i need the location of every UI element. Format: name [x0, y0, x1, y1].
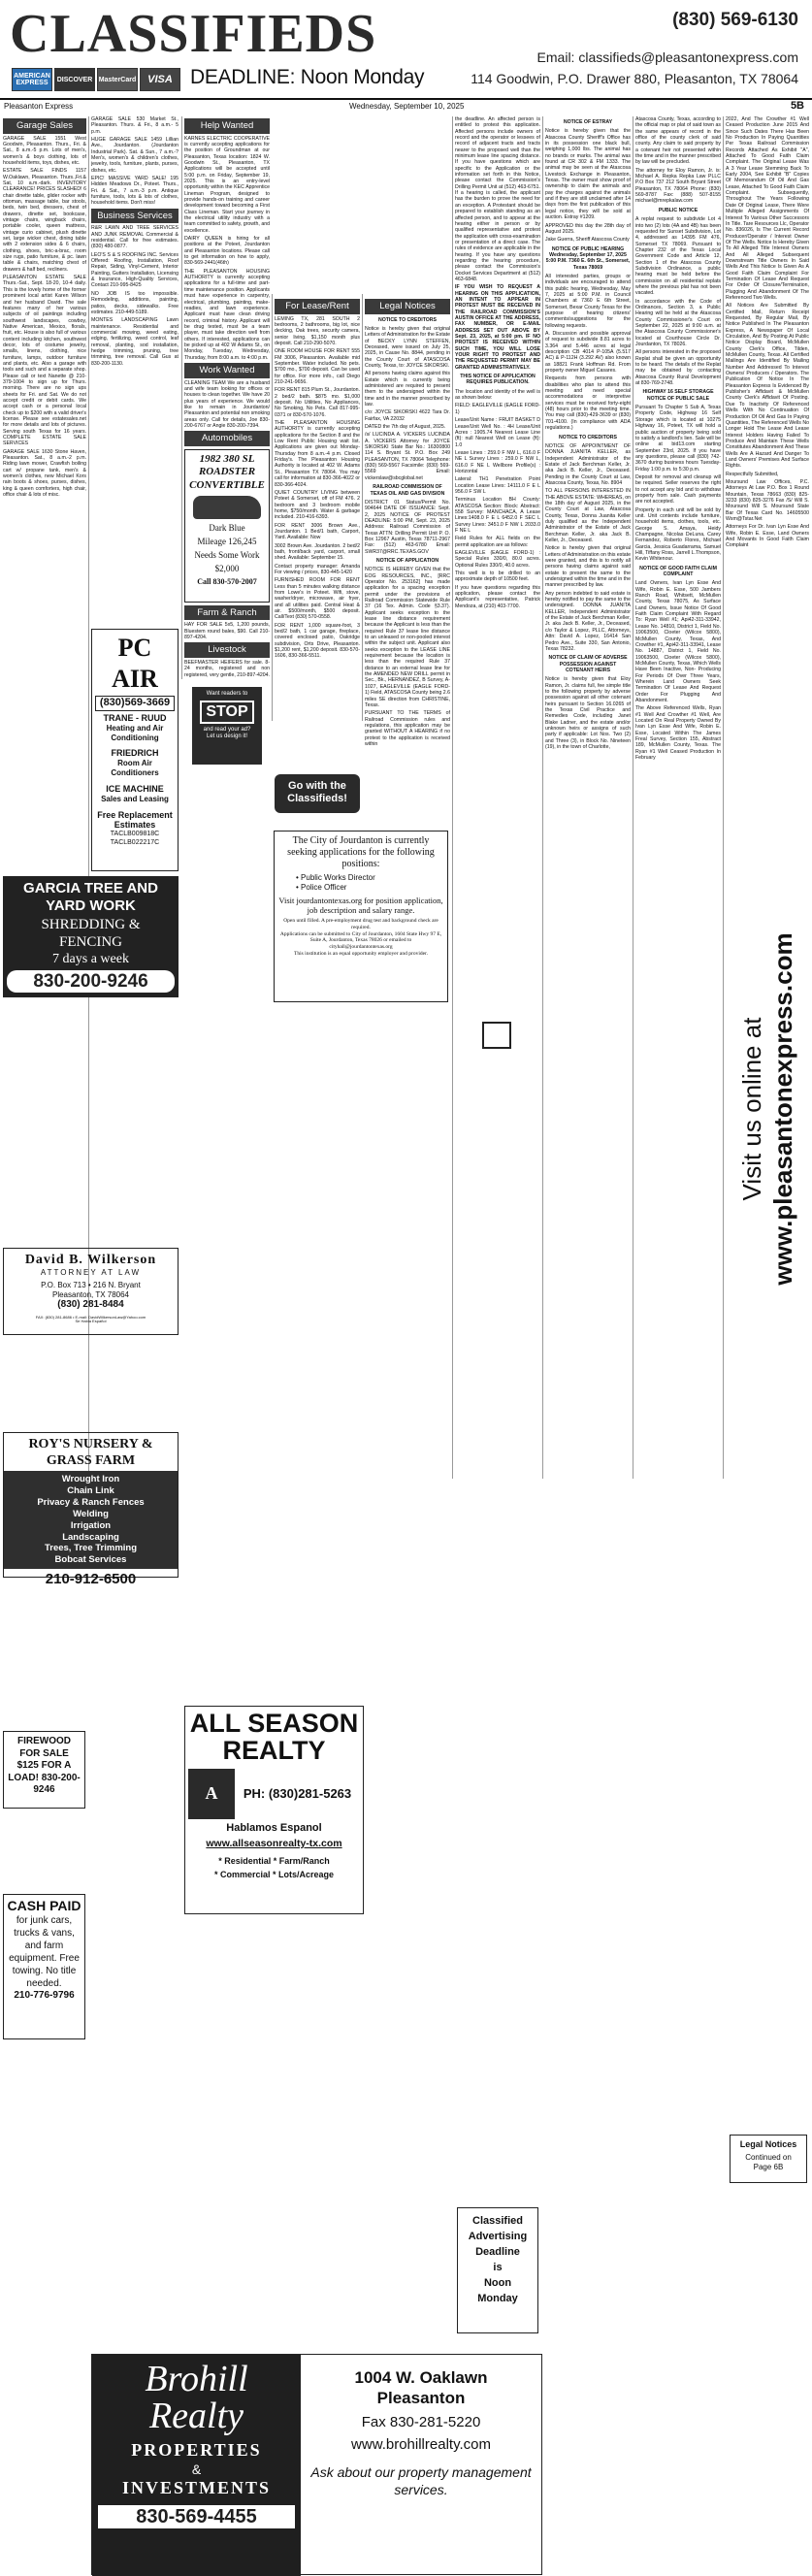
column-7	[545, 116, 631, 1475]
notice-text: APPROVED this day the 28th day of August 2025.	[545, 222, 631, 235]
ad-text: Applications can be submitted to City of Jourdanton, 1604 State Hwy 97 E, Suite A, Jourdanton, Texas 78026 or emailed to cityhall@jourdantontexas.org	[279, 930, 442, 951]
notice-text: In accordance with the Code of Ordinances, Section 3, a Public Hearing will be held at the Atascosa County Commissioner's Court on September 22, 2025 at 9:00 a.m. at the Atascosa County Commissioner's located at Courthouse Circle Dr. Jourdanton, TX 78026.	[635, 298, 721, 348]
notice-text: 2022, And The Crowther #1 Well Ceased Production June 2015 And Since Such Dates There Has Been No Production In Paying Quantities Per Texas Railroad Commission Records Attached As Exhibit "A", Attached To Good Faith Claim Complaint. The Original Lease Was A 3 Year Lease Stemming Back To Early 2004, See Exhibit "B" Copies Of Memorandum Of Oil And Gas Lease, Attached To Good Faith Claim Complaint. Subsequently, Throughout The Years Following Date Of Original Lease, There Were Multiple Alleged Assignments Of Interest To Various Other Successors In Title. Tare Resources Llc, Operator No. 836026, Is The Current Record Producer/Operator / Interest Owner Of The Wells. Notice Is Hereby Given To All Alleged Title Interest Owners And All Alleged Subsequent Downstream Title Owners In Said Wells And This Notice Is Given As A Good Faith Claim Complaint For Termination Of Lease And Request For Order Of Closure/Termination, Plugging And Abandonment Of The Referenced Two Wells.	[726, 116, 810, 301]
notice-text: Lease Lines : 259.0 F NW L, 616.0 F NE L Survey Lines : 259.0 F NW L, 616.0 F NE L Wellbore Profile(s) : Horizontal	[455, 449, 540, 474]
notice-text: Property in each unit will be sold by unit. Unit contents include furniture, household items, clothes, tools, etc. George S. Amaya, Heidy Champagne, Nicolas DeLuna, Carey Fernandez, Roberto Flores, Michael Garcia, Jessica Guadarrama, Samuel Hill, Tiffany Ross, Jarrell L.Thompson, Kevin Whitenour.	[635, 506, 721, 563]
ad-text: Legal Notices	[739, 2139, 797, 2149]
listing: HAY FOR SALE 5x5, 1,200 pounds, Bluestem round bales, $90. Call 210-897-4204.	[184, 622, 270, 641]
roys-services	[4, 1471, 178, 1569]
ad-text: Mileage 126,245	[197, 537, 257, 547]
listing: GARAGE SALE 1630 Stone Haven, Pleasanton. Sat., 8 a.m.-2 p.m. Riding lawn mower, Crawfish boiling cart w/ propane tank, men's & women's clothes, new Michael Kors rain boots & shoes, purses, dishes, king & queen comforters, high chair, office chair & lots of misc.	[3, 448, 86, 499]
go-classifieds-ad: Go with the Classifieds!	[275, 774, 360, 813]
ad-text: REALTY	[222, 1736, 326, 1766]
notice-text: Lease/Unit Name : FRUIT BASKET D Lease/Unit Well No. : 4H Lease/Unit Acres : 1905.74 Nearest Lease Line (ft): null Nearest Well on Lease (ft): 1.0	[455, 417, 540, 448]
classifieds-title: CLASSIFIEDS	[10, 4, 377, 64]
listing: KARNES ELECTRIC COOPERATIVE is currently accepting applications for the position of Groundman at our Pleasanton, Texas location: 1824 W. Goodwin St., Pleasanton, TX Applications will be accepted until 5:00 p.m. on Friday, September 19, 2025. This is an entry-level opportunity within the KEC Apprentice Lineman Program, designed to provide hands-on training and career development toward becoming a First Class Lineman. Start your journey in the electrical utility industry with a team committed to safety, growth, and excellence.	[184, 135, 270, 234]
notice-heading: NOTICE OF ESTRAY	[563, 119, 613, 125]
ad-text: Realty	[148, 2396, 244, 2436]
ad-text: and read your ad?	[203, 726, 251, 733]
ad-text: Irrigation	[70, 1519, 112, 1531]
listing: GARAGE SALE 1551 West Goodwin, Pleasanton. Thurs., Fri. & Sat., 8 a.m.-5 p.m. Lots of men's, women's & boys clothing, lots of household items, toys, dishes, etc.	[3, 135, 86, 166]
notice-text: FIELD: EAGLEVILLE (EAGLE FORD-1)	[455, 403, 540, 415]
notice-text: PURSUANT TO THE TERMS of Railroad Commission rules and regulations, this application may be granted WITHOUT A HEARING if no protest to the application is received within	[365, 710, 450, 747]
listing: R&R LAWN AND TREE SERVICES AND JUNK REMOVAL Commercial & residential. Call for free estimates. (830) 480-0877.	[91, 225, 179, 250]
notice-text: The Above Referenced Wells, Ryan #1 Well And Crowther #1 Well, Are Located On Real Property Owned By Ivan Lyn Esse And Wife, Robin E. Esse, Located Within The James Freal Survey, Section 155, Abstract 189, McMullen County, Texas. The Ryan #1 Well Ceased Production In February	[635, 705, 721, 762]
notice-heading: RAILROAD COMMISSION OF TEXAS OIL AND GAS DIVISION	[370, 484, 445, 497]
visa-card-icon: VISA	[140, 68, 180, 91]
listing: FOR RENT 815 Plum St., Jourdanton. 2 bed/2 bath. $875 mo. $1,000 deposit. No Utilities, No Appliances, No Smoking, No Pets. Call 817-995-0371 or 830-570-1076.	[275, 387, 360, 418]
ad-text: ATTORNEY AT LAW	[40, 1268, 142, 1278]
ad-text: Bobcat Services	[54, 1554, 127, 1566]
ad-text: www.allseasonrealty-tx.com	[206, 1838, 342, 1850]
listing: CLEANING TEAM We are a husband and wife team looking for offices or houses to clean together. We have 20 plus years of experience. We would like to remain in Jourdanton/ Pleasanton and potential non smoking areas only. Call for details, Joe 830-200-6767 or Angie 830-200-7394.	[184, 379, 270, 429]
notice-text: Land Owners, Ivan Lyn Esse And Wife, Robin E. Esse, 500 Jambers Ranch Road, Whitsett, McMullen County, Texas 78075, As Surface Land Owners, Issue Notice Of Good Faith Claim Complaint With Regard To: Ryan Well #1; Api42-311-33942, Lease No. 14810, District 1, Field No. 19063500, Cloeter (Wilcox 5800), McMullen County, Texas, And Crowther #1, Api42-311-33941, Lease No. 14887, District 1, Field No. 19063500, Cloeter (Wilcox 5800), McMullen County, Texas, Which Wells Have Been Inactive, Non- Producing For Periods Of Over Three Years, Wherein Land Owners Seek Termination Of Lease And Request Order For Plugging And Abandonment.	[635, 580, 721, 703]
notice-text: NOTICE IS HEREBY GIVEN that the EOG RESOURCES, INC., [RRC Operator No. 253162] has made application for a spacing exception permit under the provisions of Railroad Commission Statewide Rule 37 (16 Tex. Admin. Code §3.37). Applicant seeks exception to the lease line distance requirement because the Applicant is less than the required Rule 37 lease line distance to an unleased or non-pooled interest within the subject unit. Applicant also seeks exception to the LEASE LINE requirement because the location is less than the required Rule 37 distance to an external lease line for the AMENDED NEW DRILL permit in Sec., Bk., HERNANDEZ, B Survey, A-1027, EAGLEVILLE (EAGLE FORD-1) Field, ATASCOSA County being 2.6 miles SE direction from CHRISTINE, Texas.	[365, 567, 450, 708]
paper-name: Pleasanton Express	[4, 102, 74, 111]
deadline-box-ad	[457, 2207, 538, 2333]
listing: FOR RENT 1,000 square-foot, 3 bed/2 bath, 1 car garage, fireplace, covered enclosed patio, Oakridge subdivision, Orts Drive, Pleasanton. $1,200 rent, $1,200 deposit. 830-570-1606, 830-366-5511.	[275, 622, 360, 660]
ad-text: Needs Some Work	[194, 550, 260, 561]
ad-text: (830) 281-8484	[57, 1299, 124, 1311]
ad-text: $2,000	[214, 563, 240, 573]
listing: ESTATE SALE FINDS 1157 W.Oaklawn, Pleasanton. Thurs.,Fri.& Sat, 10 a.m.-dark. INVENTORY CLEARANCE! PRICES SLASHED! 6 chair dinette table, glider rocker with ottoman, massage table, bar stools, beds, twin bed, dressers, chest of drawers, dinette set, bookcase, vintage chairs, wingback chairs, portable cooler, queen mattress, vintage curio cabinet, plush dinette set, large wicker chest, dining table with 2 extension sides & 6 chairs, clothing, shoes, bric-a-brac, room size rugs, patio furniture, & pc. lawn table & chairs, matching chest of drawers & half bed, recliners.	[3, 168, 86, 273]
column-4	[275, 297, 360, 753]
ad-text: GARCIA TREE AND	[23, 880, 158, 897]
ad-text: Privacy & Ranch Fences	[37, 1496, 145, 1508]
listing: DAIRY QUEEN is hiring for all positions at the Poteet, Jourdanton and Pleasanton locations. Please call to get information on how to apply, 830-569-2441(46th)	[184, 236, 270, 267]
listing: QUIET COUNTRY LIVING between Poteet & Somerset, off of FM 476. 2 bedroom and 3 bedroom mobile home, $750/month. Water & garbage included. 210-416-6393.	[275, 489, 360, 521]
notice-text: c/o: JOYCE SIKORSKI 4622 Tara Dr. Fairfax, VA 22032	[365, 409, 450, 422]
ad-text: Free Replacement Estimates	[97, 809, 173, 831]
ad-text: Fax 830-281-5220	[361, 2414, 481, 2431]
notice-text: The location and identity of the well is as shown below:	[455, 388, 540, 402]
ad-text: INVESTMENTS	[121, 2478, 272, 2498]
ad-text: Visit us online at	[737, 1017, 767, 1201]
listing: BEEFMASTER HEIFERS for sale. 8-24 months, registered and non registered, very gentle, 210-897-4204.	[184, 660, 270, 678]
notice-text: Field Rules for ALL fields on the permit application are as follows:	[455, 536, 540, 548]
notice-text: All Notices Are Submitted By Certified Mail, Return Receipt Requested, By Regular Mail, By Notice Published In The Pleasanton Express, A Newspaper Of Local Circulation, And By Posting At Public Notice Display Board, McMullen County Clerk's Office, Tilden, McMullen County, Texas. All Certified Mailings Are Identified By Mailing Number And Addressed To Interest Owners/ Producers / Operators. The Publication Of Notice In The Pleasanton Express Is Evidenced By Publisher's Affidavit & McMullen County Clerk's Affidavit Of Posting. Due To Inactivity Of Referenced Wells With No Continuation Of Production Of Oil And Gas In Paying Quantities, The Referenced Wells No Longer Hold The Lease And Lease Interest Holders Having Failed To Produce And Maintain These Wells Constitutes Abandonment And These Wells Are A Hazard And Danger To Land Owners' Premises And Surface Rights.	[726, 303, 809, 470]
column-6	[455, 116, 540, 883]
masthead-address: 114 Goodwin, P.O. Drawer 880, Pleasanton, TX 78064	[471, 71, 798, 86]
notice-text: EAGLEVILLE (EAGLE FORD-1) : Special Rules 330/0, 80.0 acres. Optional Rules 330/0, 40.0 acres.	[455, 550, 540, 569]
section-work-wanted: Work Wanted	[184, 363, 270, 378]
section-farm-ranch: Farm & Ranch	[184, 605, 270, 621]
discover-card-icon: DISCOVER	[54, 68, 95, 91]
ad-text: ROADSTER	[198, 466, 256, 478]
mastercard-icon: MasterCard	[97, 68, 138, 91]
position-item: • Police Officer	[296, 882, 347, 892]
column-8	[635, 116, 721, 1475]
stop-ad	[192, 687, 262, 765]
cash-paid-ad	[3, 1894, 85, 2039]
ad-text: Open until filled. A pre-employment drug test and background check are required.	[283, 918, 438, 930]
notice-text: Jake Guerra, Sheriff Atascosa County	[545, 237, 630, 244]
listing: LEO'S S & S ROOFING INC. Services Offered: Roofing, Installation, Roof Repair, Siding, Vinyl-Cement, Interior Painting, Gutters Installation, Licensing & Insurance, High-Quality Services, Contact 210-995-8425	[91, 251, 179, 289]
notice-text: DISTRICT 01 Status/Permit No. 904644 DATE OF ISSUANCE: Sept. 2, 2025 NOTICE OF PROTEST DEADLINE: 5:00 PM, Sept. 23, 2025 Address: Railroad Commission of Texas ATTN: Drilling Permit Unit P. O. Box 12967 Austin, Texas 78711-2967 Fax: (512) 463-6780 Email: SWR37@RRC.TEXAS.GOV	[365, 499, 450, 555]
listing: GARAGE SALE 530 Market St., Pleasanton. Thurs. & Fri., 8 a.m.- 5 p.m.	[91, 116, 179, 135]
position-item: • Public Works Director	[296, 873, 375, 882]
ad-text: Welding	[73, 1508, 109, 1519]
ad-text: ALL SEASON	[189, 1709, 359, 1738]
notice-text: Notice is hereby given that original Letters of Administration for the Estate of BECKY LYNN STEFFEN, Deceased, were issued on July 25, 2025, in Cause No. 8844, pending in the County Court of ATASCOSA County, Texas, to: JOYCE SIKORSKI.	[365, 325, 450, 369]
masthead-email: Email: classifieds@pleasantonexpress.com	[536, 49, 798, 65]
pc-air-ad	[91, 629, 179, 871]
ad-text: Hablamos Espanol	[226, 1821, 322, 1834]
notice-heading: HIGHWAY 16 SELF STORAGE NOTICE OF PUBLIC SALE	[642, 389, 714, 402]
notice-heading: NOTICE OF CLAIM OF ADVERSE POSSESSION AGAINST COTENANT HEIRS	[548, 655, 628, 673]
ad-text: ROY'S NURSERY &	[28, 1437, 153, 1451]
issue-date: Wednesday, September 10, 2025	[349, 102, 465, 111]
listing: MONTES LANDSCAPING Lawn maintenance. Residential and commercial mowing, weed eating, edging, fertilizing, weed control, leaf removal, planting, sod installation, hedge trimming, pruning, tree trimming, tree removal. Call Gus at 830-200-1130.	[91, 317, 179, 367]
ad-text: &	[191, 2461, 202, 2477]
notice-text: A replat request to subdivide Lot 4 into two (2) lots (4A and 4B) has been requested for Sunset Subdivision, Lot 4, addressed as 14395 FM 476, Somerset TX 78069. Pursuant to Chapter 232 of the Texas Local Government Code and Article 12, Section 1 of the Atascosa County Subdivision Ordinance, a public hearing must be held before the commission on all residential replats where the previous plat has not been vacated.	[635, 216, 721, 297]
car-image	[193, 496, 261, 519]
ad-text: FENCING	[58, 933, 122, 950]
notice-text: Any person indebted to said estate is hereby notified to pay the same to the undersigned. DONNA JUANITA KELLER, Independent Administrator of the Estate of Jack Berchman Keller, Jr. aka Jack B. Keller, Jr., Deceased, c/o Taylor & Lopez, PLLC, Attorneys, Attn: David A. Lopez, 16414 San Pedro Ave., Suite 330, San Antonio, Texas 78232.	[545, 590, 631, 652]
section-livestock: Livestock	[184, 642, 270, 658]
notice-text: Notice is hereby given that Eloy Ramon, Jr. claims full, fee simple title to the following property by adverse possession against all other cotenant heirs pursuant to Section 16.0265 of the Texas Civil Practice and Remedies Code, including Janet Blake Ladner, and the estate and/or unknown heirs or assigns of such party if applicable: Lot Nos. Two (2) and Three (3), in Block No. Nineteen (19), in the town of Charlotte,	[545, 676, 631, 750]
notice-text: Moursund Law Offices, P.C. Attorneys At Law P.O. Box 1 Round Mountain, Texas 78663 (830) 825-3233 (830) 825-3276 Fax /S/ Will S. Moursund Will S. Moursund State Bar Of Texas Card No. 14605500 Wsm@Tstar.Net	[726, 478, 809, 522]
column-2	[91, 116, 179, 626]
ad-text: Heating and Air Conditioning	[106, 723, 164, 742]
all-season-logo-icon: A	[188, 1769, 235, 1819]
listing: FOR RENT 3006 Brown Ave., Jourdanton. 1 Bed/1 bath, Carport, Yard. Available: Now	[275, 522, 360, 541]
listing: ONE ROOM HOUSE FOR RENT 555 FM 3006, Pleasanton. Available mid September. Water included. No pets. $700 mo., $700 deposit. Can be used for office. For more info., call Diego 210-241-9656.	[275, 348, 360, 386]
wilkerson-ad	[3, 1248, 179, 1335]
garcia-tree-ad	[3, 876, 179, 997]
ad-text: Monday	[477, 2292, 518, 2304]
ad-text: ICE MACHINE	[106, 783, 164, 794]
notice-text: All interested parties, groups or individuals are encouraged to attend this public hearing, Wednesday, May 7, 2025 at 5:00 P.M. in Council Chambers at 7360 E 6th Street, Somerset, Bexar County Texas for the purpose of hearing citizens' comments/suggestions for the following requests.	[545, 273, 631, 329]
ad-text: 1004 W. Oaklawn	[354, 2368, 488, 2387]
ad-text: Visit jourdantontexas.org for position application, job description and salary range.	[278, 895, 443, 915]
notice-text: /s/ LUCINDA A. VICKERS LUCINDA A. VICKERS Attorney for JOYCE SIKORSKI State Bar No.: 16300800 114 S. Bryant St. P.O. Box 249 PLEASANTON, TX 78064 Telephone: (830) 569-5567 Facsimile: (830) 569-5569 Email: vickerslaw@sbcglobal.net	[365, 432, 450, 481]
notice-heading: NOTICE OF APPLICATION	[375, 557, 439, 564]
ad-text: 7 days a week	[52, 952, 129, 967]
notice-text: Attorneys For Dr. Ivan Lyn Esse And Wife, Robin E. Esse, Land Owners And Movants In Good Faith Claim Complaint	[726, 524, 809, 549]
ad-text: Chain Link	[67, 1485, 114, 1497]
mercedes-ad	[184, 449, 270, 603]
ad-text: Brohill	[145, 2359, 248, 2399]
brohill-logo-panel	[92, 2355, 301, 2576]
ad-text: TACLB009818C	[110, 831, 160, 838]
masthead-phone: (830) 569-6130	[672, 10, 798, 30]
ad-text: Police Officer	[301, 882, 347, 892]
ad-text: Noon	[483, 2276, 512, 2289]
ad-text: Page 6B	[753, 2162, 784, 2171]
listing: EPIC! MASSIVE YARD SALE! 195 Hidden Meadows Dr., Poteet. Thurs., Fri. & Sat., 7 a.m.-3 p.m. Antique furniture, tools, lots & lots of clothes, household items. Don't miss!	[91, 176, 179, 207]
ad-text: Let us design it!	[206, 734, 248, 740]
ad-text: PROPERTIES	[131, 2440, 262, 2460]
ad-text: David B. Wilkerson	[24, 1253, 157, 1267]
ad-text: Advertising	[468, 2230, 528, 2242]
notice-heading: NOTICE TO CREDITORS	[558, 434, 618, 440]
ad-text: Se Habla Español	[75, 1319, 107, 1324]
notice-text: DATED the 7th day of August, 2025.	[365, 424, 446, 431]
listing: THE PLEASANTON HOUSING AUTHORITY is currently accepting applications for the Section 8 and the Low Rent Public Housing wait list. Applications are given out Monday-Thursday from 8 a.m.-4 p.m. Closed Friday's. The Pleasanton Housing Authority is located at 402 W. Adams St., Pleasanton TX 78064. You may call for information at 830-366-4022 or 830-366-4024.	[275, 420, 360, 488]
ad-text: Sales and Leasing	[101, 794, 169, 803]
ad-text: FRIEDRICH	[111, 748, 159, 759]
ad-text: CASH PAID	[7, 1898, 81, 1913]
ad-text: SHREDDING &	[41, 916, 141, 932]
roys-phone: 210-912-6500	[45, 1571, 137, 1588]
notice-text: Notice is hereby given that the Atascosa County Sheriff's Office has in its possession one black bull, weighing 1,000 lbs. The animal has no brands or marks. The animal was found at CR 302 & FM 1333. The animal may be seen at the Atascosa Livestock Exchange in Pleasanton, Texas. The owner must show proof of ownership to claim the animals and pay the charges against the animals and if they are still unclaimed after 14 days from the first publication of this legal notice, they will be sold at auction. Estray #1209.	[545, 128, 631, 221]
ad-text: Deadline	[475, 2245, 520, 2258]
notice-text: A. Discussion and possible approval of request to subdivide 8.81 acres to 3.364 and 5.446 acres at legal description CB 4014 P-105A (5.517 AC) & P-112H (3.292 AV) also known as 18821 Frank Hoffman Rd. From property owner Miguel Casares.	[545, 331, 631, 375]
payment-cards	[12, 68, 180, 91]
section-garage-sales: Garage Sales	[3, 118, 86, 134]
ad-text: Ask about our property management services.	[310, 2464, 532, 2498]
ad-text: FAX: (830) 281-8686 • E-mail: DavidWilkersonLaw@Yahoo.com	[35, 1314, 146, 1320]
ad-text: This institution is an equal opportunity employer and provider.	[294, 950, 428, 957]
notice-text: All persons having claims against this Estate which is currently being administered are required to present them to the undersigned within the time and in the manner prescribed by law.	[365, 371, 450, 408]
listing: Contact property manager: Amanda For viewing / prices, 830-445-1420	[275, 563, 360, 575]
ad-text: 210-776-9796	[14, 1990, 75, 2002]
ad-text: Public Works Director	[301, 873, 375, 882]
masthead-rule	[0, 98, 812, 100]
ad-text: Landscaping	[62, 1531, 119, 1543]
roys-nursery-ad	[3, 1432, 179, 1588]
notice-text: Respectfully Submitted,	[726, 471, 779, 477]
brohill-realty-ad	[91, 2354, 542, 2575]
ad-text: Call 830-570-2007	[197, 576, 257, 586]
section-help-wanted: Help Wanted	[184, 118, 270, 134]
ad-text: Continued on	[745, 2152, 792, 2162]
notice-heading: THIS NOTICE OF APPLICATION REQUIRES PUBLICATION.	[460, 374, 536, 386]
ad-text: Wrought Iron	[61, 1474, 120, 1485]
ad-text: Classified	[472, 2215, 523, 2227]
listing: FURNISHED ROOM FOR RENT Less than 5 minutes walking distance from Lowe's in Poteet. Wifi, stove, washer/dryer, microwave, air fryer, and all utilities paid. Central Heat & air. $500/month, $500 deposit. Call/Text (830) 570-0558.	[275, 577, 360, 621]
ad-text: YARD WORK	[46, 897, 136, 915]
notice-text: Atascosa County, Texas, according to the official map or plat of said town as the same appears of record in the office of the county clerk of said county. Any claim to said property by a cotenant heir not presented within the time and in the manner prescribed by law will be precluded.	[635, 116, 721, 166]
listing: HUGE GARAGE SALE 1459 Lillian Ave., Jourdanton. (Jourdanton Industrial Park). Sat. & Sun., 7 a.m.-? Men's, women's & children's clothes, jewelry, tools, furniture, plants, purses, dishes, etc.	[91, 137, 179, 174]
section-business-services: Business Services	[91, 209, 179, 224]
notice-text: the deadline. An affected person is entitled to protest this application. Affected persons include owners of record and the operator or lessees of record of adjacent tracts and tracts nearer to the proposed well than the minimum lease line spacing distance. If you have questions which are specific to the Application or the information set forth in this Notice, please contact the Commission's Drilling Permit Unit at (512) 463-6751. If a hearing is called, the applicant has the burden to prove the need for an exception. A Protestant should be prepared to establish standing as an affected person, and to appear at the hearing either in person or by qualified representative and protest the application with cross-examination or presentation of a direct case. The rules of evidence are applicable in the hearing. If you have any questions regarding the hearing procedure, please contact the Commission's Docket Services Department at (512) 463-6848.	[455, 116, 540, 282]
notice-text: Terminus Location BH County: ATASCOSA Section: Block: Abstract: 558 Survey: MANCHACA, A Lease Lines:1408.0 F E L 6452.0 F SEC L Survey Lines: 3451.0 F NW L 2033.0 F NE L	[455, 497, 540, 534]
ad-text: The City of Jourdanton is currently seeking applications for the following positions:	[287, 835, 435, 869]
notice-heading: NOTICE TO CREDITORS	[377, 316, 438, 323]
brohill-info	[306, 2361, 536, 2498]
notice-text: Requests from persons with disabilities who plan to attend this meeting and need special accommodations or interpretive services must be received forty-eight (48) hours prior to the meeting time. You may call (830)-429-3639 or (830) 701-4100. (In compliance with ADA regulations.)	[545, 375, 631, 432]
deadline-banner: DEADLINE: Noon Monday	[190, 66, 425, 88]
visit-online-ad	[730, 745, 807, 1473]
ad-text: is	[493, 2261, 503, 2273]
notice-text: TO ALL PERSONS INTERESTED IN THE ABOVE ESTATE: WHEREAS, on the 18th day of August 2025, in the County Court at Law, Atascosa County, Texas, Donna Juanita Keller duly qualified as the Independent Administrator of the Estate of Jack Berchman Keller, Jr. aka Jack B. Keller, Jr., Deceased.	[545, 488, 632, 543]
ad-text: Want readers to	[206, 691, 248, 697]
notice-heading: PUBLIC NOTICE	[658, 207, 698, 213]
pc-air-logo: PC AIR	[112, 634, 158, 693]
listing: 3002 Brown Ave. Jourdanton. 2 bed/2 bath, front/back yard, carport, small shed. Available: September 15.	[275, 542, 360, 562]
listing: PLEASANTON ESTATE SALE Thurs.-Sat., Sept. 18-20, 10-4 daily. This is the lovely home of the former prominent local artist Karen Wilson and her husband David. The sale features many of her various subjects of oil paintings including southwest landscapes, cowboy, Native American, Mexico, florals, fruit, etc. House is also full of various content including kitchen, southwest decor, lots of costume jewelry, smalls, linens, clothing, nice furniture, lamps, outdoor furniture and plants, etc. Also a garage with tools and such and a separate shop. Please call or text Nanette @ 210-379-1004 to sign up for Thurs. morning. There are no sign ups sheets for Fri. and Sat. We do not accept credit or debit cards. We accept cash or a personal local check up to $200 with a valid driver's license. Please see estatesales.net for more details and lots of pictures. Serving south Texas for 16 years. COMPLETE ESTATE SALE SERVICES	[3, 275, 86, 447]
notice-text: Deposit for removal and cleanup will be required. Seller reserves the right to not accept any bid and to withdraw property from sale. Cash payments are not accepted.	[635, 473, 721, 505]
ad-text: Dark Blue	[209, 523, 245, 534]
ad-text: CONVERTIBLE	[189, 478, 265, 491]
ad-text: TACLB022217C	[110, 838, 160, 846]
ad-text: * Commercial * Lots/Acreage	[213, 1869, 335, 1879]
notice-text: All persons interested in the proposed Replat shall be given an opportunity to be heard. The details of the Replat may be obtained by contacting Atascosa County Rural Development at 830-769-2748.	[635, 349, 721, 387]
ad-text: for junk cars, trucks & vans, and farm equipment. Free towing. No title needed.	[9, 1915, 80, 1990]
notice-text: IF YOU WISH TO REQUEST A HEARING ON THIS APPLICATION, AN INTENT TO APPEAR IN PROTEST MUST BE RECEIVED IN THE RAILROAD COMMISSION'S AUSTIN OFFICE AT THE ADDRESS, FAX NUMBER, OR E-MAIL ADDRESS SET OUT ABOVE BY Sept. 23, 2025, at 5:00 pm. IF NO PROTEST IS RECEIVED WITHIN SUCH TIME, YOU WILL LOSE YOUR RIGHT TO PROTEST AND THE REQUESTED PERMIT MAY BE GRANTED ADMINISTRATIVELY.	[455, 284, 540, 371]
listing: NO JOB IS too impossible. Remodeling, additions, painting, patios, decks, sidewalks. Free estimates. 210-449-5189.	[91, 290, 179, 315]
ad-text: Trees, Tree Trimming	[44, 1543, 138, 1554]
column-5	[365, 297, 450, 1253]
ad-text: Room Air Conditioners	[111, 759, 159, 778]
garcia-phone: 830-200-9246	[7, 970, 175, 993]
column-9	[726, 116, 809, 674]
firewood-ad: FIREWOOD FOR SALE $125 FOR A LOAD! 830-200-9246	[3, 1731, 85, 1809]
page-number: 5B	[790, 100, 804, 112]
notice-heading: NOTICE OF GOOD FAITH CLAIM COMPLAINT	[639, 565, 717, 578]
column-1	[3, 116, 86, 500]
notice-text: Lateral: TH1 Penetration Point Location Lease Lines: 14111.0 F E L 956.0 F SW L	[455, 476, 540, 495]
legal-continued-box	[730, 2135, 807, 2183]
website-link[interactable]: www.pleasantonexpress.com	[768, 932, 797, 1286]
ad-text: P.O. Box 713 • 216 N. Bryant	[41, 1280, 141, 1289]
equal-housing-icon	[482, 1022, 511, 1049]
pc-air-phone: (830)569-3669	[95, 696, 175, 710]
notice-text: If you have questions regarding this application, please contact the Applicant's representative, Patrick Mendoza, at (210) 403-7700.	[455, 584, 540, 609]
notice-text: NOTICE OF APPOINTMENT OF DONNA JUANITA KELLER, as Independent Administrator of the Estate of Jack Berchman Keller, Jr. aka Jack B. Keller, Jr., Deceased. Pending in the County Court at Law, Atascosa County, Texas, No. 8904	[545, 442, 631, 486]
notice-text: The attorney for Eloy Ramon, Jr. is: Michael A. Repka Repka Law PLLC P.O Box 737 212 South Bryant Street Pleasanton, TX 78064 Phone: (830) 569-8787 Fax: (888) 507-8155 michael@mrepkalaw.com	[635, 167, 721, 205]
ad-text: Pleasanton	[376, 2388, 466, 2407]
amex-card-icon: AMERICAN EXPRESS	[12, 68, 52, 91]
ad-text: PH: (830)281-5263	[243, 1785, 352, 1801]
listing: THE PLEASANTON HOUSING AUTHORITY is currently accepting applications for a full-time and part-time maintenance position. Applicants must have experience in carpentry, electrical, plumbing, painting, make-readies, and lawn experience. Applicant must have clean driving record, criminal history. Applicant will be drug tested, must be a team player, must take direction well from others. If interested, applications can be picked up at 402 W Adams St., on Monday, Tuesday, Wednesday, Thursday, from 8:00 a.m. to 4:00 p.m.	[184, 268, 270, 361]
notice-text: Notice is hereby given that original Letters of Administration on this estate were granted, and this is to notify all persons having claims against said estate to present the same to the undersigned within the time and in the manner prescribed by law.	[545, 545, 631, 589]
section-legal-notices: Legal Notices	[365, 299, 450, 314]
section-for-lease-rent: For Lease/Rent	[275, 299, 360, 314]
ad-text: GRASS FARM	[46, 1453, 136, 1469]
ad-text: Pleasanton, TX 78064	[51, 1289, 130, 1299]
ad-text: 1982 380 SL	[199, 452, 255, 465]
all-season-realty-ad	[184, 1706, 364, 1914]
notice-text: This well is to be drilled to an approximate depth of 10500 feet.	[455, 571, 540, 583]
ad-text: * Residential * Farm/Ranch	[218, 1855, 330, 1866]
brohill-phone: 830-569-4455	[98, 2505, 295, 2528]
ad-text: www.brohillrealty.com	[351, 2435, 491, 2453]
notice-text: Pursuant To Chapter 5 Sub A, Texas Property Code, Highway 16 Self Storage which is located at 10275 Highway 16, Poteet, TX will hold a public auction of property being sold to satisfy a landlord's lien. Sale will be online at bid13.com starting September 23rd, 2025. If you have any questions, please call (830) 742-3670 during business hours Tuesday-Friday 1:00 p.m. to 5:30 p.m.	[635, 405, 721, 473]
ad-text: TRANE - RUUD	[103, 712, 167, 723]
section-automobiles: Automobiles	[184, 431, 270, 446]
listing: LEMING TX, 281 SOUTH 2 bedrooms, 2 bathrooms, big lot, nice decking, Oak trees, security camera, senior living. $1,150 month plus deposit. Call 210-290-5070.	[275, 315, 360, 346]
notice-heading: NOTICE OF PUBLIC HEARING Wednesday, September 17, 2025 5:00 P.M. 7360 E. 6th St., Somerset, Texas 78069	[545, 245, 631, 271]
ad-text: STOP	[200, 701, 254, 724]
